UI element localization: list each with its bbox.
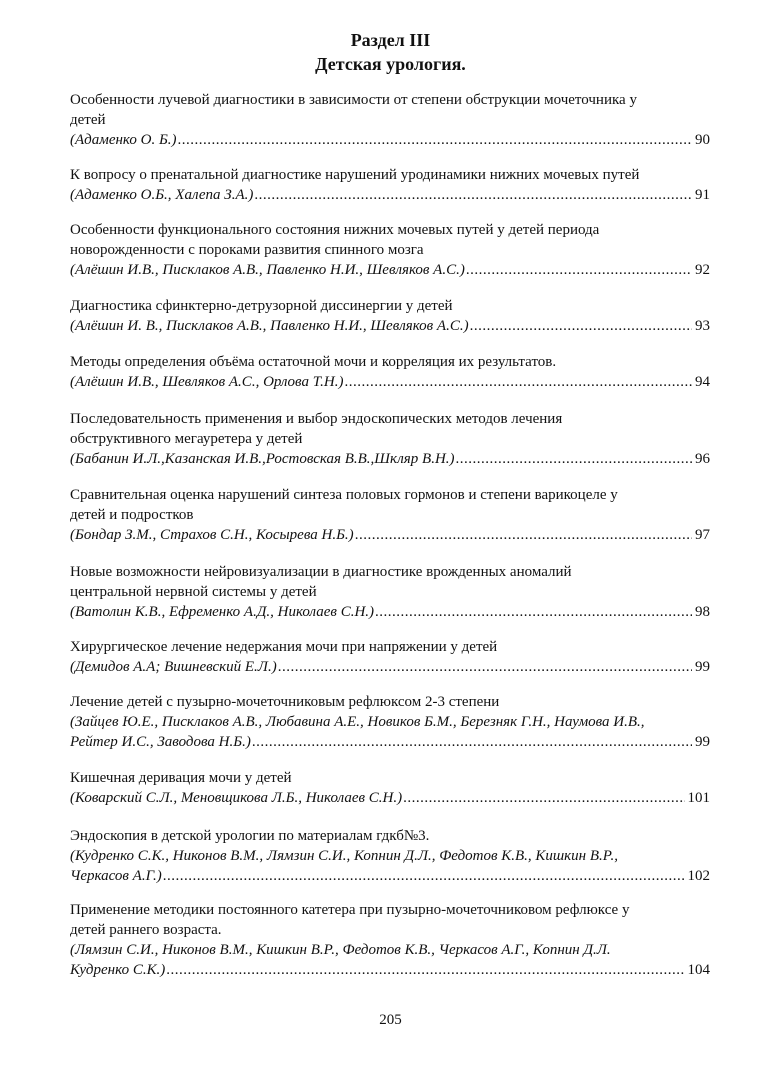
entry-leader-row — [70, 732, 710, 752]
entry-leader-row — [70, 788, 710, 808]
entry-title: К вопросу о пренатальной диагностике нарушений уродинамики нижних мочевых путей — [70, 167, 640, 183]
entry-page-number: 92 — [695, 262, 710, 278]
dot-leader — [470, 316, 692, 336]
entry-leader-row — [70, 130, 710, 150]
dot-leader — [163, 866, 685, 886]
entry-authors: (Адаменко О. Б.) — [70, 132, 177, 148]
entry-authors: Кудренко С.К.) — [70, 962, 166, 978]
entry-authors: (Кудренко С.К., Никонов В.М., Лямзин С.И., Копнин Д.Л., Федотов К.В., Кишкин В.Р., — [70, 848, 618, 864]
entry-page-number: 102 — [687, 868, 710, 884]
entry-leader-row — [70, 185, 710, 205]
entry-title: новорожденности с пороками развития спинного мозга — [70, 242, 424, 258]
entry-title: Особенности функционального состояния нижних мочевых путей у детей периода — [70, 222, 600, 238]
dot-leader — [252, 732, 692, 752]
entry-page-number: 99 — [695, 734, 710, 750]
entry-authors: (Адаменко О.Б., Халепа З.А.) — [70, 187, 254, 203]
entry-page-number: 93 — [695, 318, 710, 334]
entry-leader-row — [70, 449, 710, 469]
dot-leader — [178, 130, 692, 150]
dot-leader — [466, 260, 692, 280]
toc-entry — [70, 409, 710, 469]
dot-leader — [278, 657, 692, 677]
toc-entry — [70, 296, 710, 336]
toc-entry — [70, 562, 710, 622]
entry-title: Сравнительная оценка нарушений синтеза половых гормонов и степени варикоцеле у — [70, 487, 618, 503]
entry-authors: (Коварский С.Л., Меновщикова Л.Б., Николаев С.Н.) — [70, 790, 403, 806]
entry-leader-row — [70, 260, 710, 280]
entry-title: Методы определения объёма остаточной мочи и корреляция их результатов. — [70, 354, 557, 370]
dot-leader — [344, 372, 692, 392]
entry-authors: (Лямзин С.И., Никонов В.М., Кишкин В.Р., Федотов К.В., Черкасов А.Г., Копнин Д.Л. — [70, 942, 611, 958]
section-heading: Раздел III — [350, 30, 431, 50]
entry-authors: (Алёшин И.В., Шевляков А.С., Орлова Т.Н.) — [70, 374, 344, 390]
toc-entry — [70, 826, 710, 886]
entry-title: центральной нервной системы у детей — [70, 584, 317, 600]
entry-title: Применение методики постоянного катетера при пузырно-мочеточниковом рефлюксе у — [70, 902, 630, 918]
entry-leader-row — [70, 866, 710, 886]
entry-leader-row — [70, 525, 710, 545]
entry-authors: (Бабанин И.Л.,Казанская И.В.,Ростовская В.В.,Шкляр В.Н.) — [70, 451, 455, 467]
entry-page-number: 101 — [687, 790, 710, 806]
entry-page-number: 99 — [695, 659, 710, 675]
entry-title: Диагностика сфинктерно-детрузорной диссинергии у детей — [70, 298, 453, 314]
entry-authors: Рейтер И.С., Заводова Н.Б.) — [70, 734, 251, 750]
toc-entry — [70, 90, 710, 150]
entry-authors: (Бондар З.М., Страхов С.Н., Косырева Н.Б.) — [70, 527, 354, 543]
dot-leader — [166, 960, 684, 980]
toc-entry — [70, 220, 710, 280]
entry-title: детей раннего возраста. — [70, 922, 222, 938]
entry-title: Хирургическое лечение недержания мочи при напряжении у детей — [70, 639, 498, 655]
dot-leader — [403, 788, 684, 808]
entry-authors: (Алёшин И.В., Писклаков А.В., Павленко Н.И., Шевляков А.С.) — [70, 262, 465, 278]
entry-page-number: 96 — [695, 451, 710, 467]
toc-entry — [70, 692, 710, 752]
entry-leader-row — [70, 372, 710, 392]
toc-entry — [70, 900, 710, 980]
entry-title: детей и подростков — [70, 507, 194, 523]
entry-title: Эндоскопия в детской урологии по материалам гдкб№3. — [70, 828, 430, 844]
dot-leader — [375, 602, 692, 622]
entry-leader-row — [70, 316, 710, 336]
entry-authors: (Ватолин К.В., Ефременко А.Д., Николаев С.Н.) — [70, 604, 375, 620]
section-title: Детская урология. — [315, 54, 466, 74]
entry-title: Последовательность применения и выбор эндоскопических методов лечения — [70, 411, 563, 427]
entry-leader-row — [70, 602, 710, 622]
entry-authors: (Демидов А.А; Вишневский Е.Л.) — [70, 659, 277, 675]
toc-entry — [70, 637, 710, 677]
entry-title: Новые возможности нейровизуализации в диагностике врожденных аномалий — [70, 564, 572, 580]
entry-page-number: 90 — [695, 132, 710, 148]
toc-entry — [70, 165, 710, 205]
entry-page-number: 94 — [695, 374, 710, 390]
entry-page-number: 104 — [687, 962, 710, 978]
entry-title: Особенности лучевой диагностики в зависимости от степени обструкции мочеточника у — [70, 92, 637, 108]
entry-title: обструктивного мегауретера у детей — [70, 431, 303, 447]
entry-authors: (Зайцев Ю.Е., Писклаков А.В., Любавина А.Е., Новиков Б.М., Березняк Г.Н., Наумова И.В., — [70, 714, 645, 730]
entry-authors: (Алёшин И. В., Писклаков А.В., Павленко Н.И., Шевляков А.С.) — [70, 318, 469, 334]
entry-leader-row — [70, 657, 710, 677]
toc-entry — [70, 768, 710, 808]
entry-title: Лечение детей с пузырно-мочеточниковым рефлюксом 2-3 степени — [70, 694, 500, 710]
dot-leader — [355, 525, 692, 545]
entry-page-number: 97 — [695, 527, 710, 543]
dot-leader — [254, 185, 692, 205]
entry-page-number: 98 — [695, 604, 710, 620]
entry-leader-row — [70, 960, 710, 980]
entry-page-number: 91 — [695, 187, 710, 203]
entry-title: детей — [70, 112, 106, 128]
dot-leader — [456, 449, 692, 469]
entry-title: Кишечная деривация мочи у детей — [70, 770, 292, 786]
entry-authors: Черкасов А.Г.) — [70, 868, 162, 884]
page-number: 205 — [379, 1012, 402, 1028]
toc-entry — [70, 485, 710, 545]
toc-entry — [70, 352, 710, 392]
